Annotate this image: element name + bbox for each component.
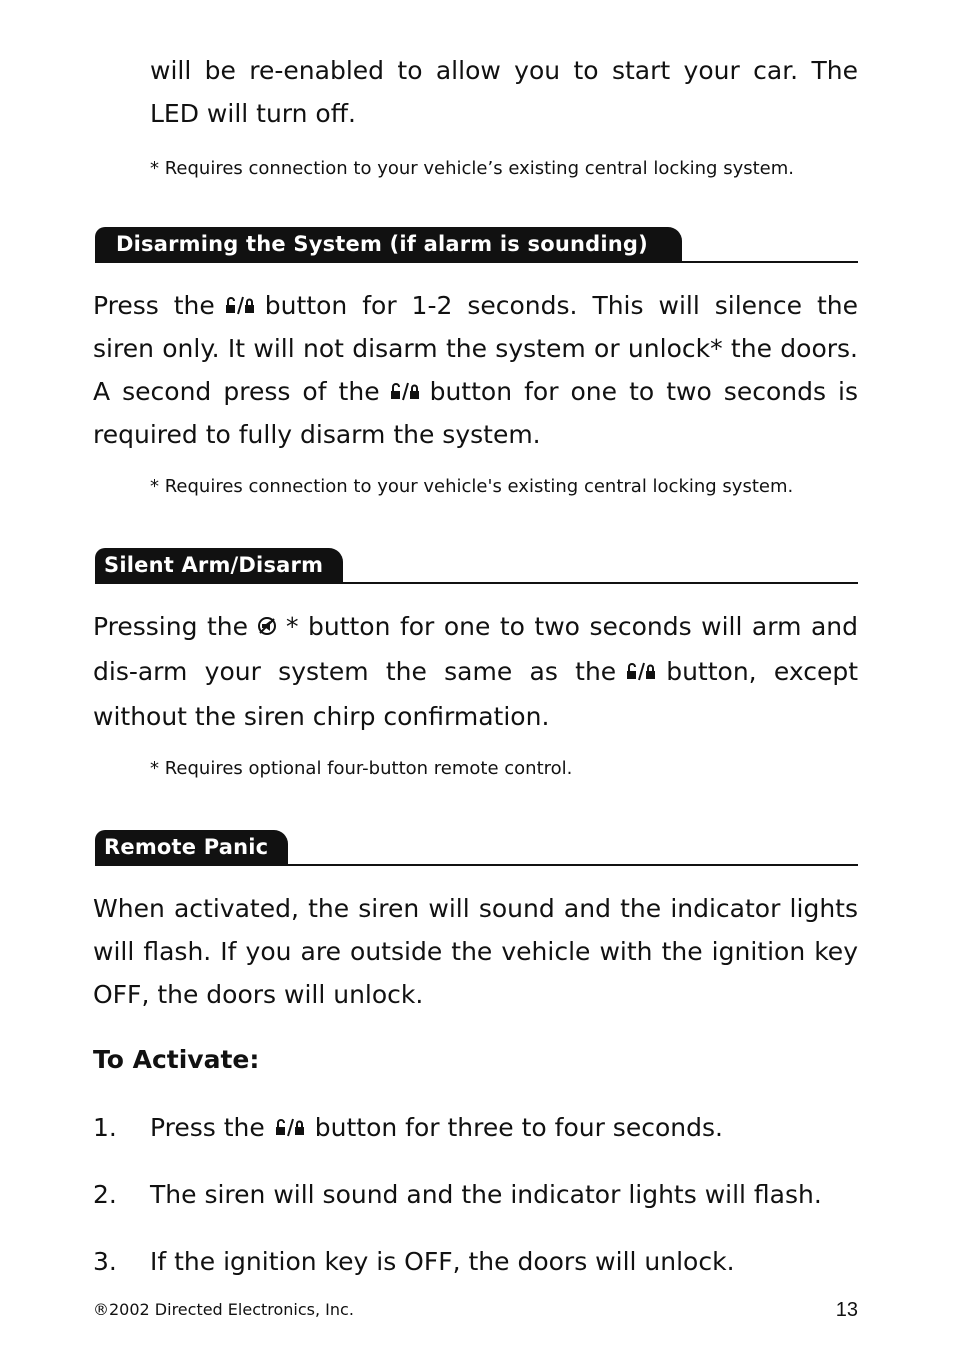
to-activate-label: To Activate: (93, 1045, 260, 1074)
panic-paragraph: When activated, the siren will sound and the indicator lights will flash. If you are outside the vehicle with the ignition key OFF, the doors will unlock. (93, 894, 858, 1009)
page-number: 13 (835, 1299, 858, 1321)
section-title: Disarming the System (if alarm is sounding) (95, 227, 682, 261)
step-3-text: If the ignition key is OFF, the doors will unlock. (150, 1247, 735, 1276)
section-header-panic (95, 830, 858, 866)
silent-mute-icon (254, 606, 280, 628)
step-1-text: Press the button for three to four seconds. (150, 1113, 723, 1142)
section-title: Silent Arm/Disarm (95, 548, 343, 582)
lock-unlock-icon (271, 1113, 309, 1135)
step-2-text: The siren will sound and the indicator lights will flash. (150, 1180, 822, 1209)
section-title: Remote Panic (95, 830, 288, 864)
intro-note: * Requires connection to your vehicle’s existing central locking system. (150, 158, 795, 179)
disarming-note: * Requires connection to your vehicle's existing central locking system. (150, 476, 794, 497)
disarming-paragraph: Press the button for 1-2 seconds. This will silence the siren only. It will not disarm the system or unlock* the doors. A second press of the button for one to two seconds is required to fully disarm the system. (93, 284, 858, 456)
step-number: 2. (93, 1180, 117, 1209)
step-number: 1. (93, 1113, 117, 1142)
silent-note: * Requires optional four-button remote control. (150, 758, 573, 779)
step-number: 3. (93, 1247, 117, 1276)
silent-paragraph: Pressing the * button for one to two seconds will arm and dis-arm your system the same as the button, except without the siren chirp confirmation. (93, 604, 858, 739)
copyright: ®2002 Directed Electronics, Inc. (93, 1300, 354, 1319)
lock-unlock-icon (622, 651, 660, 673)
section-header-disarming (95, 227, 858, 263)
lock-unlock-icon (386, 372, 424, 394)
lock-unlock-icon (221, 286, 259, 308)
intro-paragraph: will be re-enabled to allow you to start your car. The LED will turn off. (150, 56, 858, 128)
section-header-silent (95, 548, 858, 584)
